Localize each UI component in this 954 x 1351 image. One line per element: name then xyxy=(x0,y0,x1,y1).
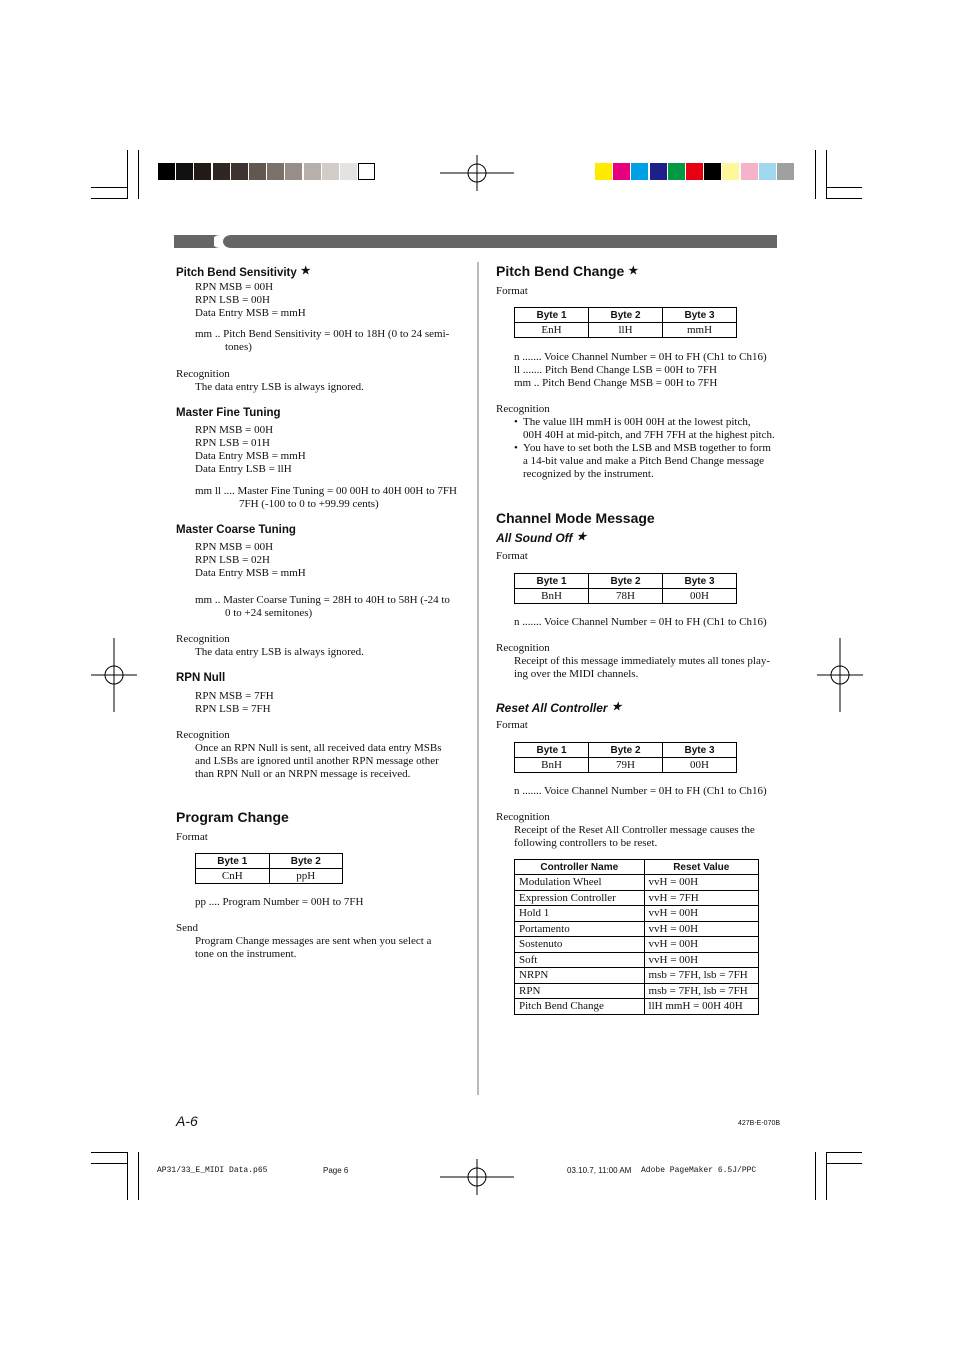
pbc-byte-table xyxy=(514,307,737,338)
rpn-title: RPN Null xyxy=(176,672,226,684)
cell-byte1: BnH xyxy=(515,758,589,773)
header-byte3: Byte 3 xyxy=(663,574,737,589)
cell-byte3: 00H xyxy=(663,589,737,604)
color-swatch xyxy=(322,163,339,180)
cell-value: vvH = 00H xyxy=(644,937,758,953)
cell-byte3: mmH xyxy=(663,323,737,338)
table-row xyxy=(515,952,759,968)
cell-value: vvH = 00H xyxy=(644,875,758,891)
color-swatch xyxy=(613,163,630,180)
pbs-rec-label: Recognition xyxy=(176,368,230,380)
color-swatch xyxy=(759,163,776,180)
aso-rec-label: Recognition xyxy=(496,642,550,654)
cell-controller: Pitch Bend Change xyxy=(515,999,645,1015)
color-swatch xyxy=(249,163,266,180)
star-icon: ★ xyxy=(628,265,639,277)
cell-byte2: llH xyxy=(589,323,663,338)
color-swatch xyxy=(267,163,284,180)
color-swatch xyxy=(686,163,703,180)
pbs-rec-text: The data entry LSB is always ignored. xyxy=(195,381,364,393)
slug-app: Adobe PageMaker 6.5J/PPC xyxy=(641,1166,757,1175)
color-swatch xyxy=(358,163,375,180)
cell-byte1: BnH xyxy=(515,589,589,604)
rac-byte-table xyxy=(514,742,737,773)
rac-note: n ....... Voice Channel Number = 0H to FH (Ch1 to Ch16) xyxy=(514,785,767,797)
table-row xyxy=(515,983,759,999)
pbc-bullet-2: • xyxy=(514,442,518,454)
pbc-notes: n ....... Voice Channel Number = 0H to FH (Ch1 to Ch16) ll ....... Pitch Bend Change LSB = 00H to 7FH mm .. Pitch Bend Change MSB = 00H to 7FH xyxy=(514,351,767,389)
doc-code: 427B-E-070B xyxy=(738,1120,781,1127)
table-row xyxy=(515,890,759,906)
cell-byte1: CnH xyxy=(196,869,270,884)
aso-title: All Sound Off ★ xyxy=(496,531,587,545)
pc-format: Format xyxy=(176,831,208,843)
pbc-rec-label: Recognition xyxy=(496,403,550,415)
cell-value: vvH = 7FH xyxy=(644,890,758,906)
mft-note-cont: 7FH (-100 to 0 to +99.99 cents) xyxy=(239,498,379,510)
cell-value: vvH = 00H xyxy=(644,952,758,968)
color-swatch xyxy=(704,163,721,180)
aso-note: n ....... Voice Channel Number = 0H to FH (Ch1 to Ch16) xyxy=(514,616,767,628)
page-number: A-6 xyxy=(176,1113,198,1129)
pbc-bullet-2-text: You have to set both the LSB and MSB together to form a 14-bit value and make a Pitch Bend Change message recognized by the instrument. xyxy=(523,442,771,480)
header-controller-name: Controller Name xyxy=(515,860,645,875)
rac-title: Reset All Controller ★ xyxy=(496,701,622,715)
color-swatch xyxy=(340,163,357,180)
mct-note-cont: 0 to +24 semitones) xyxy=(225,607,313,619)
header-byte1: Byte 1 xyxy=(515,308,589,323)
pbc-bullet-1: • xyxy=(514,416,518,428)
table-row xyxy=(515,921,759,937)
mct-note: mm .. Master Coarse Tuning = 28H to 40H to 58H (-24 to xyxy=(195,594,450,606)
rac-rec-text: Receipt of the Reset All Controller message causes the following controllers to be reset. xyxy=(514,824,755,849)
cell-byte2: 78H xyxy=(589,589,663,604)
mct-rec-text: The data entry LSB is always ignored. xyxy=(195,646,364,658)
cell-byte3: 00H xyxy=(663,758,737,773)
mft-note: mm ll .... Master Fine Tuning = 00 00H to 40H 00H to 7FH xyxy=(195,485,457,497)
mct-rec-label: Recognition xyxy=(176,633,230,645)
color-swatch xyxy=(595,163,612,180)
color-swatch xyxy=(741,163,758,180)
slug-file: AP31/33_E_MIDI Data.p65 xyxy=(157,1166,268,1175)
pc-byte-table xyxy=(195,853,343,884)
rpn-rec-text: Once an RPN Null is sent, all received data entry MSBs and LSBs are ignored until another RPN message other than RPN Null or an NRPN message is received. xyxy=(195,742,442,780)
header-reset-value: Reset Value xyxy=(644,860,758,875)
aso-rec-text: Receipt of this message immediately mutes all tones play- ing over the MIDI channels. xyxy=(514,655,770,680)
header-byte1: Byte 1 xyxy=(196,854,270,869)
rpn-lines: RPN MSB = 7FH RPN LSB = 7FH xyxy=(195,690,274,715)
cell-byte2: 79H xyxy=(589,758,663,773)
color-swatch xyxy=(285,163,302,180)
column-divider xyxy=(477,262,479,1095)
cell-controller: Expression Controller xyxy=(515,890,645,906)
color-swatch xyxy=(194,163,211,180)
header-byte2: Byte 2 xyxy=(589,574,663,589)
star-icon: ★ xyxy=(611,701,622,713)
pbs-note-cont: tones) xyxy=(225,341,252,353)
aso-byte-table xyxy=(514,573,737,604)
header-bar xyxy=(174,235,777,248)
cell-controller: Sostenuto xyxy=(515,937,645,953)
cell-byte1: EnH xyxy=(515,323,589,338)
mct-title: Master Coarse Tuning xyxy=(176,524,296,536)
table-row xyxy=(515,968,759,984)
slug-date: 03.10.7, 11:00 AM xyxy=(567,1166,632,1175)
pc-send-label: Send xyxy=(176,922,198,934)
header-byte1: Byte 1 xyxy=(515,743,589,758)
rac-format: Format xyxy=(496,719,528,731)
cell-value: llH mmH = 00H 40H xyxy=(644,999,758,1015)
star-icon: ★ xyxy=(576,531,587,543)
pbs-note: mm .. Pitch Bend Sensitivity = 00H to 18H (0 to 24 semi- xyxy=(195,328,450,340)
table-row xyxy=(515,999,759,1015)
cell-value: msb = 7FH, lsb = 7FH xyxy=(644,968,758,984)
pbc-bullet-1-text: The value llH mmH is 00H 00H at the lowest pitch, 00H 40H at mid-pitch, and 7FH 7FH at the highest pitch. xyxy=(523,416,775,441)
color-swatch xyxy=(777,163,794,180)
color-swatch xyxy=(650,163,667,180)
mct-lines: RPN MSB = 00H RPN LSB = 02H Data Entry MSB = mmH xyxy=(195,541,306,579)
cell-controller: Modulation Wheel xyxy=(515,875,645,891)
header-byte2: Byte 2 xyxy=(589,308,663,323)
pbs-title: Pitch Bend Sensitivity ★ xyxy=(176,265,311,279)
pc-send-text: Program Change messages are sent when you select a tone on the instrument. xyxy=(195,935,432,960)
header-byte3: Byte 3 xyxy=(663,743,737,758)
mft-lines: RPN MSB = 00H RPN LSB = 01H Data Entry MSB = mmH Data Entry LSB = llH xyxy=(195,424,306,475)
cell-value: vvH = 00H xyxy=(644,906,758,922)
cell-controller: Soft xyxy=(515,952,645,968)
pbc-format: Format xyxy=(496,285,528,297)
cell-value: msb = 7FH, lsb = 7FH xyxy=(644,983,758,999)
reset-values-table xyxy=(514,859,759,1015)
header-byte2: Byte 2 xyxy=(269,854,343,869)
header-byte2: Byte 2 xyxy=(589,743,663,758)
color-swatch xyxy=(304,163,321,180)
pc-title: Program Change xyxy=(176,809,289,825)
pc-note: pp .... Program Number = 00H to 7FH xyxy=(195,896,364,908)
color-swatch xyxy=(176,163,193,180)
slug-page: Page 6 xyxy=(323,1166,349,1175)
pbc-title: Pitch Bend Change ★ xyxy=(496,263,639,279)
table-row xyxy=(515,875,759,891)
cell-controller: NRPN xyxy=(515,968,645,984)
rpn-rec-label: Recognition xyxy=(176,729,230,741)
aso-format: Format xyxy=(496,550,528,562)
color-swatch xyxy=(631,163,648,180)
cell-byte2: ppH xyxy=(269,869,343,884)
table-row xyxy=(515,906,759,922)
cell-controller: Portamento xyxy=(515,921,645,937)
cell-controller: Hold 1 xyxy=(515,906,645,922)
color-swatch xyxy=(231,163,248,180)
color-swatch xyxy=(668,163,685,180)
header-byte3: Byte 3 xyxy=(663,308,737,323)
mft-title: Master Fine Tuning xyxy=(176,407,281,419)
color-swatch xyxy=(158,163,175,180)
color-swatch xyxy=(722,163,739,180)
color-swatch xyxy=(213,163,230,180)
table-row xyxy=(515,937,759,953)
star-icon: ★ xyxy=(300,265,311,277)
rac-rec-label: Recognition xyxy=(496,811,550,823)
cell-controller: RPN xyxy=(515,983,645,999)
cell-value: vvH = 00H xyxy=(644,921,758,937)
cmm-title: Channel Mode Message xyxy=(496,510,655,526)
header-byte1: Byte 1 xyxy=(515,574,589,589)
pbs-lines: RPN MSB = 00H RPN LSB = 00H Data Entry MSB = mmH xyxy=(195,281,306,319)
